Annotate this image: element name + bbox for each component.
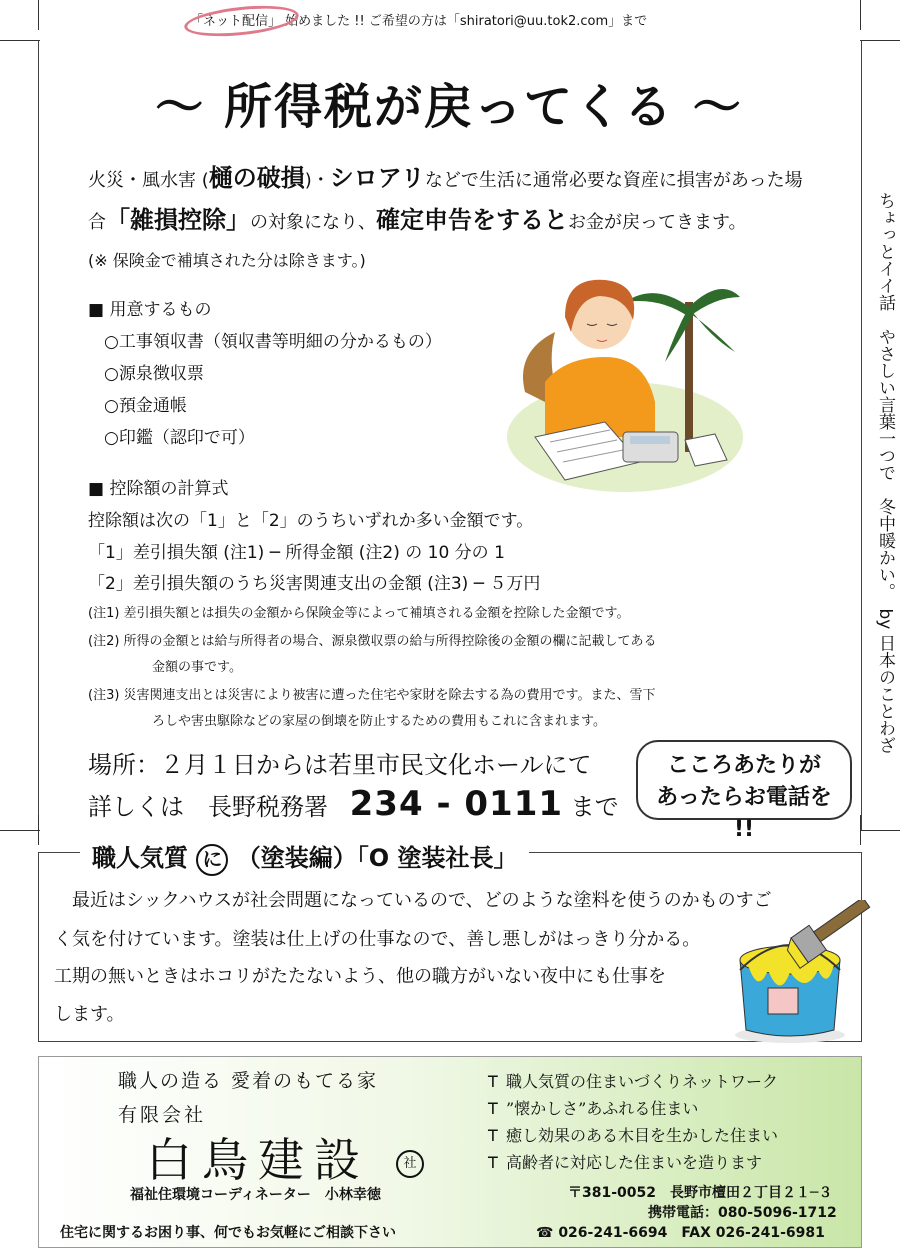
paint-can-illustration <box>728 900 878 1050</box>
page-title: ～ 所得税が戻ってくる ～ <box>155 79 743 135</box>
lead-text: の対象になり、 <box>250 212 376 233</box>
banner-highlight: 「ネット配信」 <box>190 10 281 29</box>
lead-text: などで生活に通常必要な資産に損害があった場 <box>424 170 803 191</box>
article2-line: します。 <box>54 1004 125 1025</box>
place-line: 場所：２月１日からは若里市民文化ホールにて <box>88 751 592 779</box>
footnote: ろしや害虫駆除などの家屋の倒壊を防止するための費用もこれに含まれます。 <box>152 714 606 729</box>
ad-feature: 𝖳 高齢者に対応した住まいを造ります <box>488 1149 778 1176</box>
prep-item: ○工事領収書（領収書等明細の分かるもの） <box>104 332 442 352</box>
footnote: 金額の事です。 <box>152 660 242 675</box>
ad-feature: 𝖳 ”懐かしさ”あふれる住まい <box>488 1095 778 1122</box>
call-bubble <box>636 740 852 842</box>
footnote: (注1) 差引損失額とは損失の金額から保険金等によって補填される金額を控除した金額です。 <box>88 606 630 621</box>
ad-company-type: 有限会社 <box>118 1104 207 1126</box>
article2-title-text: （塗装編）「O 塗装社長」 <box>236 844 518 872</box>
prep-heading: ■ 用意するもの <box>88 300 212 320</box>
top-banner <box>190 10 647 29</box>
lead-emphasis: 確定申告をすると <box>376 206 568 234</box>
contact-prefix: 詳しくは 長野税務署 <box>88 793 328 821</box>
hammer-icon: 𝖳 <box>488 1099 498 1118</box>
banner-text: 始めました !! ご希望の方は「shiratori@uu.tok2.com」まで <box>285 14 648 29</box>
lead-text: お金が戻ってきます。 <box>568 212 747 233</box>
company-seal: 社 <box>396 1150 424 1178</box>
article2-title-text: 職人気質 <box>92 844 188 872</box>
prep-item: ○預金通帳 <box>104 396 187 416</box>
prep-item: ○源泉徴収票 <box>104 364 204 384</box>
contact-suffix: まで <box>570 793 619 821</box>
calc-heading: ■ 控除額の計算式 <box>88 479 229 499</box>
calc-line: 「1」差引損失額 (注1) ─ 所得金額 (注2) の 10 分の 1 <box>88 543 505 563</box>
lead-line-2 <box>88 200 747 235</box>
ad-coordinator: 福祉住環境コーディネーター 小林幸徳 <box>130 1187 381 1203</box>
prep-item: ○印鑑（認印で可） <box>104 428 255 448</box>
crop-mark <box>860 830 900 831</box>
crop-mark <box>0 40 40 41</box>
hammer-icon: 𝖳 <box>488 1072 498 1091</box>
lead-emphasis: 樋の破損 <box>208 164 305 192</box>
ad-tagline: 職人の造る 愛着のもてる家 <box>118 1070 379 1092</box>
crop-mark <box>860 0 861 30</box>
ad-company-name: 白鳥建設 <box>146 1133 370 1187</box>
article2-line: 工期の無いときはホコリがたたないよう、他の職方がいない夜中にも仕事を <box>54 966 666 987</box>
article2-title <box>80 838 529 876</box>
lead-line-1 <box>88 158 803 193</box>
article2-line: 最近はシックハウスが社会問題になっているので、どのような塗料を使うのかものすご <box>72 890 772 911</box>
article2-line: く気を付けています。塗装は仕上げの仕事なので、善し悪しがはっきり分かる。 <box>54 929 701 950</box>
lead-text: 火災・風水害 ( <box>88 170 209 191</box>
calc-line: 控除額は次の「1」と「2」のうちいずれか多い金額です。 <box>88 511 534 531</box>
lead-emphasis: 「雑損控除」 <box>106 206 250 234</box>
lead-note: (※ 保険金で補填された分は除きます。) <box>88 251 366 270</box>
ad-feature-list <box>488 1068 778 1176</box>
circled-char: に <box>196 844 228 876</box>
ad-address: 〒381-0052 長野市檀田２丁目２１─３ <box>568 1185 833 1201</box>
sidebar-proverb: ちょっとイイ話 やさしい言葉一つで 冬中暖かい。 by 日本のことわざ <box>875 192 895 754</box>
lead-text: 合 <box>88 212 106 233</box>
ad-feature: 𝖳 職人気質の住まいづくりネットワーク <box>488 1068 778 1095</box>
ad-feature: 𝖳 癒し効果のある木目を生かした住まい <box>488 1122 778 1149</box>
ad-tel-fax: ☎ 026-241-6694 FAX 026-241-6981 <box>536 1225 825 1241</box>
crop-mark <box>860 40 900 41</box>
crop-mark <box>38 815 39 845</box>
bubble-line: こころあたりが <box>666 753 821 778</box>
mobile-label: 携帯電話 <box>648 1205 704 1221</box>
hammer-icon: 𝖳 <box>488 1126 498 1145</box>
woman-writing-illustration <box>505 262 745 494</box>
calc-line: 「2」差引損失額のうち災害関連支出の金額 (注3) ─ ５万円 <box>88 574 541 594</box>
contact-line <box>88 784 619 824</box>
crop-mark <box>860 815 861 845</box>
ad-bottom-text: 住宅に関するお困り事、何でもお気軽にご相談下さい <box>60 1225 396 1241</box>
bubble-line: あったらお電話を !! <box>656 785 832 842</box>
lead-text: )・ <box>304 170 330 191</box>
footnote: (注2) 所得の金額とは給与所得者の場合、源泉徴収票の給与所得控除後の金額の欄に記載してある <box>88 634 657 649</box>
contact-phone: 234 - 0111 <box>349 784 564 824</box>
mobile-number: ：080-5096-1712 <box>704 1205 837 1221</box>
crop-mark <box>38 0 39 30</box>
footnote: (注3) 災害関連支出とは災害により被害に遭った住宅や家財を除去する為の費用です。また、雪下 <box>88 688 656 703</box>
crop-mark <box>0 830 40 831</box>
hammer-icon: 𝖳 <box>488 1153 498 1172</box>
ad-mobile <box>648 1202 837 1222</box>
lead-emphasis: シロアリ <box>329 164 425 192</box>
